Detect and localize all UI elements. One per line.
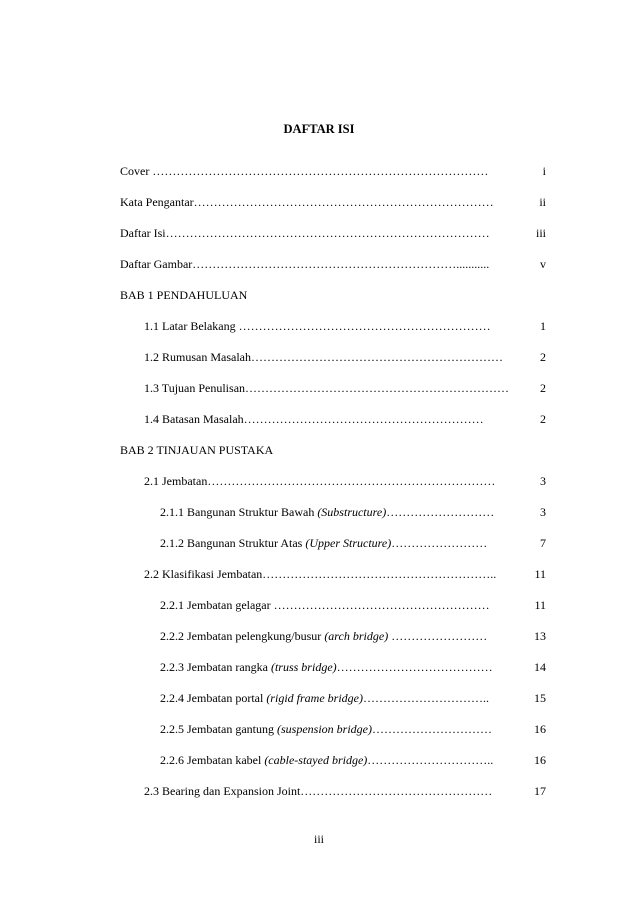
toc-entry: [0, 782, 638, 800]
toc-entry-text: 2.2.3 Jembatan rangka: [160, 660, 271, 674]
toc-entry: [0, 379, 638, 397]
toc-entry-dots: …………………………: [371, 722, 492, 736]
toc-entry: [0, 658, 638, 676]
toc-entry-label: [160, 689, 489, 707]
toc-entry-dots: ……………………: [391, 536, 488, 550]
toc-entry: [0, 317, 638, 335]
toc-entry-italic: (Upper Structure): [305, 536, 392, 550]
toc-entry-label: [160, 658, 493, 676]
toc-entry-dots: ………………………: [386, 505, 495, 519]
toc-entry-label: [144, 317, 491, 335]
toc-entry-label: [144, 348, 503, 366]
toc-entry: [0, 348, 638, 366]
toc-entry-label: [120, 162, 488, 180]
toc-entry-label: [144, 782, 492, 800]
toc-entry-dots: …………………………..: [367, 753, 494, 767]
toc-entry: [0, 224, 638, 242]
toc-entry: [0, 162, 638, 180]
toc-entry-label: [120, 224, 490, 242]
toc-entry-text: 2.2.4 Jembatan portal: [160, 691, 267, 705]
toc-entry-page: 15: [534, 691, 546, 705]
toc-entry-label: [160, 627, 487, 645]
toc-entry-dots: …………………………………: [336, 660, 493, 674]
toc-entry-label: [144, 565, 496, 583]
toc-entry-label: [144, 379, 509, 397]
toc-entry-dots: ……………………: [388, 629, 488, 643]
toc-entry-page: iii: [535, 226, 546, 240]
toc-entry-text: BAB 1 PENDAHULUAN: [120, 288, 248, 302]
toc-entry-text: 2.1.2 Bangunan Struktur Atas: [160, 536, 306, 550]
toc-entry-page: 1: [540, 319, 546, 333]
toc-entry-page: 3: [540, 505, 546, 519]
toc-entry-label: [120, 255, 489, 273]
toc-entry-page: 13: [534, 629, 546, 643]
toc-entry-page: ii: [539, 195, 546, 209]
toc-entry-label: [120, 193, 494, 211]
toc-entry: [0, 627, 638, 645]
toc-entry-page: 14: [534, 660, 546, 674]
toc-entry-label: [144, 410, 484, 428]
toc-entry-page: 7: [540, 536, 546, 550]
toc-entry-page: 3: [540, 474, 546, 488]
toc-entry-label: [160, 720, 492, 738]
toc-entry: [0, 565, 638, 583]
toc-entry-text: Daftar Gambar…………………………………………………………...........: [120, 257, 490, 271]
toc-entry-text: 2.2.1 Jembatan gelagar ………………………………………………: [160, 598, 490, 612]
toc-entry-text: 2.3 Bearing dan Expansion Joint…………………………………………: [144, 784, 493, 798]
toc-entry-label: [160, 503, 494, 521]
toc-entry-page: 2: [540, 412, 546, 426]
toc-entry-label: [120, 286, 247, 304]
toc-entry-page: 16: [534, 753, 546, 767]
toc-entry-text: Kata Pengantar…………………………………………………………………: [120, 195, 494, 209]
toc-entry: [0, 255, 638, 273]
page-number-footer: iii: [313, 832, 324, 846]
toc-entry-page: 16: [534, 722, 546, 736]
toc-entry-italic: (rigid frame bridge): [266, 691, 363, 705]
toc-entry-dots: …………………………..: [362, 691, 489, 705]
toc-entry: [0, 410, 638, 428]
toc-entry: [0, 751, 638, 769]
toc-entry: [0, 534, 638, 552]
toc-entry-text: 1.1 Latar Belakang ………………………………………………………: [144, 319, 491, 333]
toc-entry-label: [160, 751, 493, 769]
toc-entry-page: 2: [540, 381, 546, 395]
toc-entry-text: 1.3 Tujuan Penulisan…………………………………………………………: [144, 381, 510, 395]
toc-entry-text: Daftar Isi………………………………………………………………………: [120, 226, 490, 240]
page-title: DAFTAR ISI: [283, 122, 355, 136]
toc-entry-page: 11: [534, 567, 546, 581]
toc-entry: [0, 286, 638, 304]
toc-entry: [0, 720, 638, 738]
toc-entry-page: 11: [534, 598, 546, 612]
toc-entry-label: [144, 472, 495, 490]
toc-entry-page: 2: [540, 350, 546, 364]
toc-entry-text: 1.4 Batasan Masalah……………………………………………………: [144, 412, 484, 426]
toc-entry-italic: (suspension bridge): [276, 722, 372, 736]
toc-entry: [0, 503, 638, 521]
toc-entry-italic: (truss bridge): [270, 660, 337, 674]
toc-entry: [0, 689, 638, 707]
toc-entry-italic: (Substructure): [317, 505, 387, 519]
toc-entry-text: 2.2.6 Jembatan kabel: [160, 753, 265, 767]
toc-entry-text: 2.2.5 Jembatan gantung: [160, 722, 277, 736]
toc-entry-page: v: [540, 257, 546, 271]
toc-entry: [0, 472, 638, 490]
toc-entry-label: [160, 596, 490, 614]
toc-entry: [0, 193, 638, 211]
toc-entry-text: 2.2 Klasifikasi Jembatan…………………………………………………..: [144, 567, 497, 581]
toc-entry: [0, 441, 638, 459]
toc-entry-text: 2.1 Jembatan………………………………………………………………: [144, 474, 496, 488]
toc-entry-page: 17: [534, 784, 546, 798]
toc-entry-text: Cover …………………………………………………………………………: [120, 164, 489, 178]
toc-entry-label: [160, 534, 487, 552]
toc-entry: [0, 596, 638, 614]
toc-entry-text: 2.2.2 Jembatan pelengkung/busur: [160, 629, 325, 643]
toc-entry-italic: (cable-stayed bridge): [264, 753, 368, 767]
toc-entry-text: BAB 2 TINJAUAN PUSTAKA: [120, 443, 274, 457]
toc-entry-page: i: [542, 164, 546, 178]
toc-entry-text: 1.2 Rumusan Masalah………………………………………………………: [144, 350, 503, 364]
toc-entry-italic: (arch bridge): [324, 629, 389, 643]
toc-entry-label: [120, 441, 273, 459]
toc-entry-text: 2.1.1 Bangunan Struktur Bawah: [160, 505, 318, 519]
